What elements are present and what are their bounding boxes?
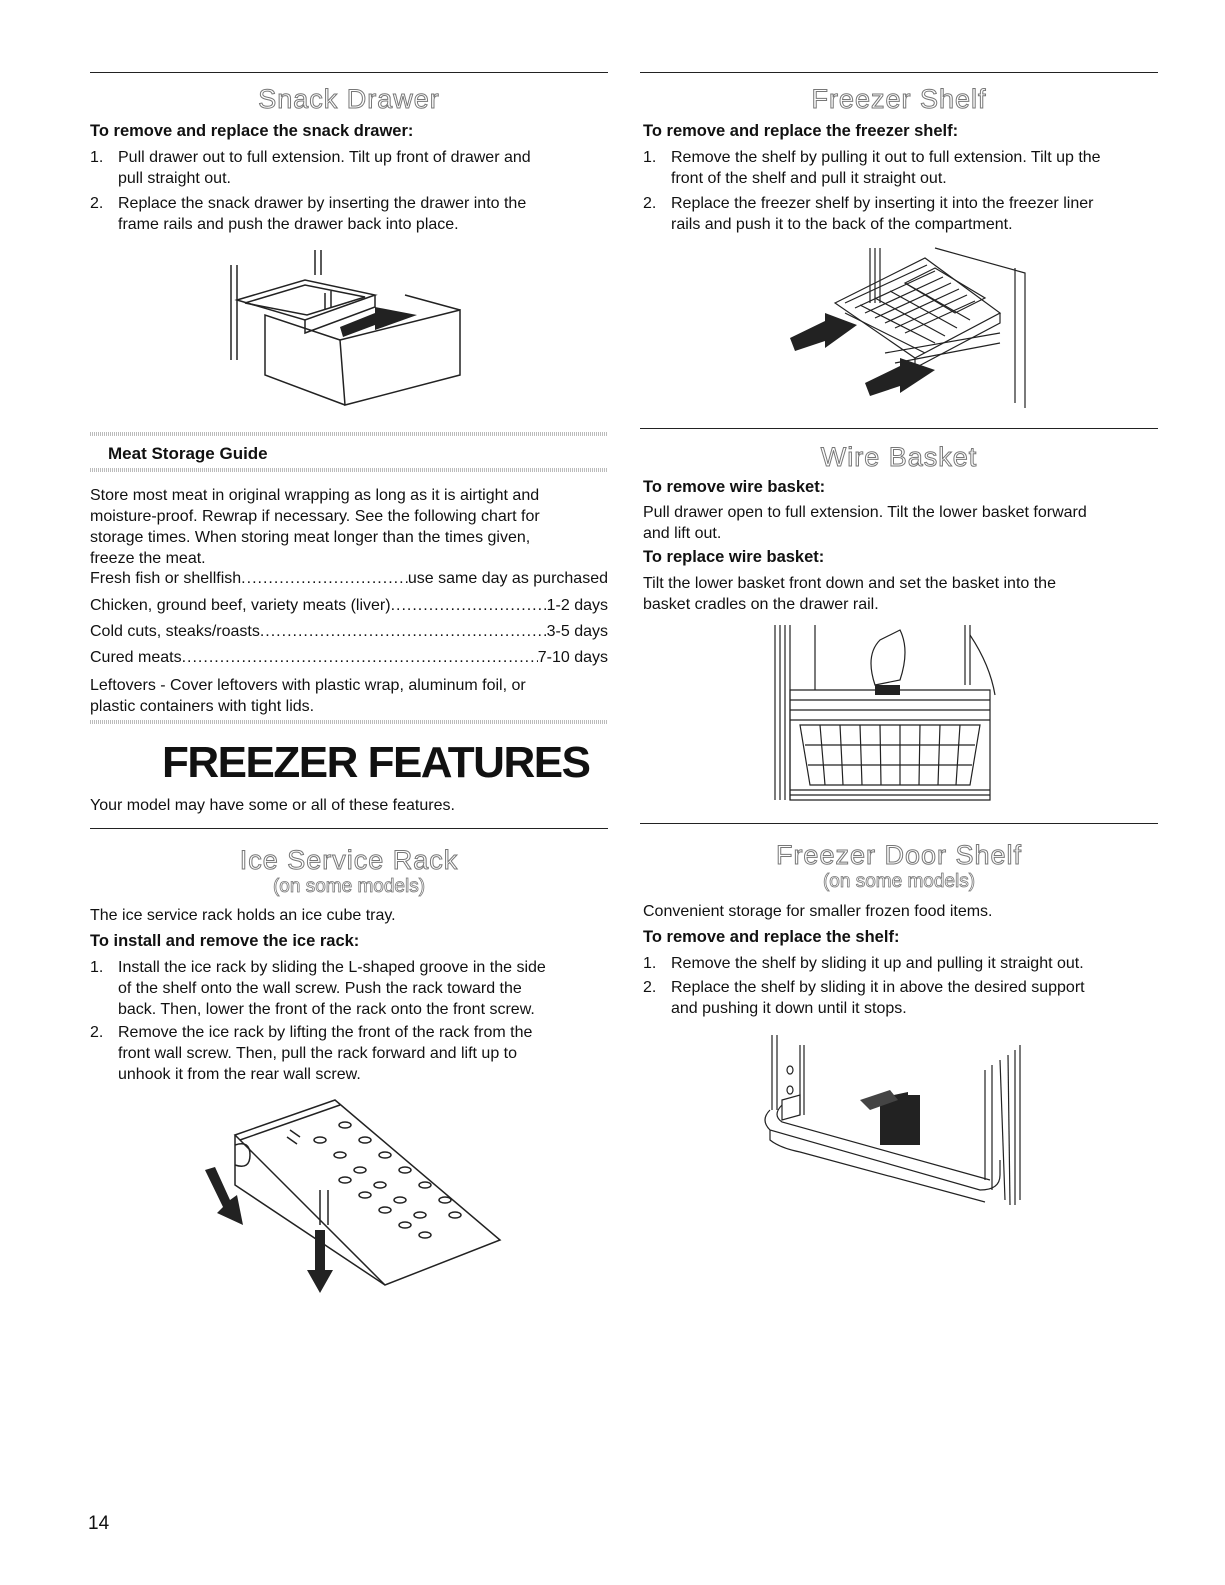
guide-bottom-border [90,720,608,724]
section-title-door-shelf: Freezer Door Shelf [775,840,1023,870]
wire-basket-replace-heading: To replace wire basket: [643,548,825,566]
meat-row-cured: Cured meats ..... 7-10 days [90,649,608,667]
door-shelf-subtitle: (on some models) [822,871,976,892]
section-title-freezer-shelf: Freezer Shelf [811,84,987,114]
wire-basket-rule [640,428,1158,429]
ice-rack-subtitle: (on some models) [272,876,426,897]
door-shelf-step-1: 1. Remove the shelf by sliding it up and pulling it straight out. [643,955,1084,972]
ice-rack-rule [90,828,608,829]
freezer-features-title: FREEZER FEATURES [162,738,590,787]
snack-drawer-illustration [225,245,475,415]
meat-guide-intro: Store most meat in original wrapping as long as it is airtight and moisture-proof. Rewrap if necessary. See the following chart for storage times. When storing meat longer than the times given, freeze the meat. [90,487,540,567]
top-rule-left [90,72,608,73]
door-shelf-intro: Convenient storage for smaller frozen food items. [643,903,993,920]
snack-step-1: 1. Pull drawer out to full extension. Tilt up front of drawer and pull straight out. [90,149,531,187]
ice-rack-step-2: 2. Remove the ice rack by lifting the front of the rack from the front wall screw. Then, pull the rack forward and lift up to unhook it from the rear wall screw. [90,1024,533,1083]
wire-basket-illustration [770,625,1005,803]
wire-basket-remove-heading: To remove wire basket: [643,478,826,496]
section-title-snack-drawer: Snack Drawer [258,84,440,114]
freezer-features-subtitle: Your model may have some or all of these features. [90,797,455,814]
guide-title-border [90,468,608,472]
page-number: 14 [88,1513,110,1534]
meat-guide-leftovers: Leftovers - Cover leftovers with plastic wrap, aluminum foil, or plastic containers with tight lids. [90,677,526,715]
ice-rack-step-1: 1. Install the ice rack by sliding the L-shaped groove in the side of the shelf onto the wall screw. Push the rack toward the back. Then, lower the front of the rack onto the front screw. [90,959,546,1018]
ice-rack-heading: To install and remove the ice rack: [90,932,360,950]
meat-row-cold-cuts: Cold cuts, steaks/roasts ..... 3-5 days [90,623,608,641]
door-shelf-heading: To remove and replace the shelf: [643,928,900,946]
wire-basket-replace-text: Tilt the lower basket front down and set the basket into the basket cradles on the drawer rail. [643,575,1056,613]
freezer-shelf-heading: To remove and replace the freezer shelf: [643,122,959,140]
meat-row-fish: Fresh fish or shellfish ..... use same day as purchased [90,570,608,588]
guide-top-border [90,432,608,436]
meat-guide-title: Meat Storage Guide [108,444,268,463]
door-shelf-rule [640,823,1158,824]
snack-step-2: 2. Replace the snack drawer by inserting the drawer into the frame rails and push the drawer back into place. [90,195,527,233]
freezer-shelf-step-1: 1. Remove the shelf by pulling it out to full extension. Tilt up the front of the shelf and pull it straight out. [643,149,1101,187]
ice-rack-illustration [195,1095,515,1300]
door-shelf-step-2: 2. Replace the shelf by sliding it in above the desired support and pushing it down until it stops. [643,979,1085,1017]
wire-basket-remove-text: Pull drawer open to full extension. Tilt the lower basket forward and lift out. [643,504,1087,542]
section-title-wire-basket: Wire Basket [820,442,978,472]
door-shelf-illustration [760,1030,1030,1210]
ice-rack-intro: The ice service rack holds an ice cube tray. [90,907,396,924]
freezer-shelf-illustration [785,243,1035,413]
meat-row-chicken: Chicken, ground beef, variety meats (liver) ..... 1-2 days [90,597,608,615]
top-rule-right [640,72,1158,73]
freezer-shelf-step-2: 2. Replace the freezer shelf by inserting it into the freezer liner rails and push it to the back of the compartment. [643,195,1094,233]
section-title-ice-rack: Ice Service Rack [239,845,459,875]
snack-drawer-heading: To remove and replace the snack drawer: [90,122,414,140]
